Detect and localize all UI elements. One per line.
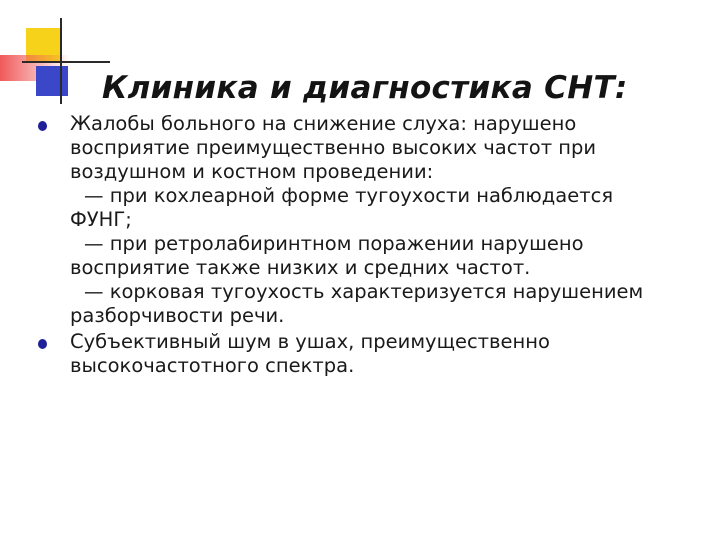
bullet-item-tinnitus — [38, 330, 708, 378]
bullet-line: Субъективный шум в ушах, преимущественно — [70, 330, 550, 353]
bullet-line: Жалобы больного на снижение слуха: нарушено — [70, 112, 577, 135]
subitem-cochlear-continuation: ФУНГ; — [70, 208, 132, 231]
bullet-line: восприятие преимущественно высоких частот при — [70, 136, 597, 159]
bullet-dot-icon — [38, 121, 47, 131]
bullet-dot-icon — [38, 339, 47, 349]
subitem-retrolabyrinth: — при ретролабиринтном поражении нарушено — [84, 232, 584, 255]
blue-square — [36, 66, 68, 96]
subitem-cortical-continuation: разборчивости речи. — [70, 304, 285, 327]
bullet-item-complaints — [38, 112, 708, 328]
bullet-line: воздушном и костном проведении: — [70, 160, 434, 183]
decorative-squares-graphic — [0, 0, 110, 110]
subitem-cochlear: — при кохлеарной форме тугоухости наблюдается — [84, 184, 614, 207]
subitem-retrolabyrinth-continuation: восприятие также низких и средних частот. — [70, 256, 531, 279]
bullet-list — [38, 112, 708, 380]
subitem-cortical: — корковая тугоухость характеризуется нарушением — [84, 280, 644, 303]
slide-title: Клиника и диагностика СНТ: — [102, 70, 628, 106]
bullet-line: высокочастотного спектра. — [70, 354, 355, 377]
